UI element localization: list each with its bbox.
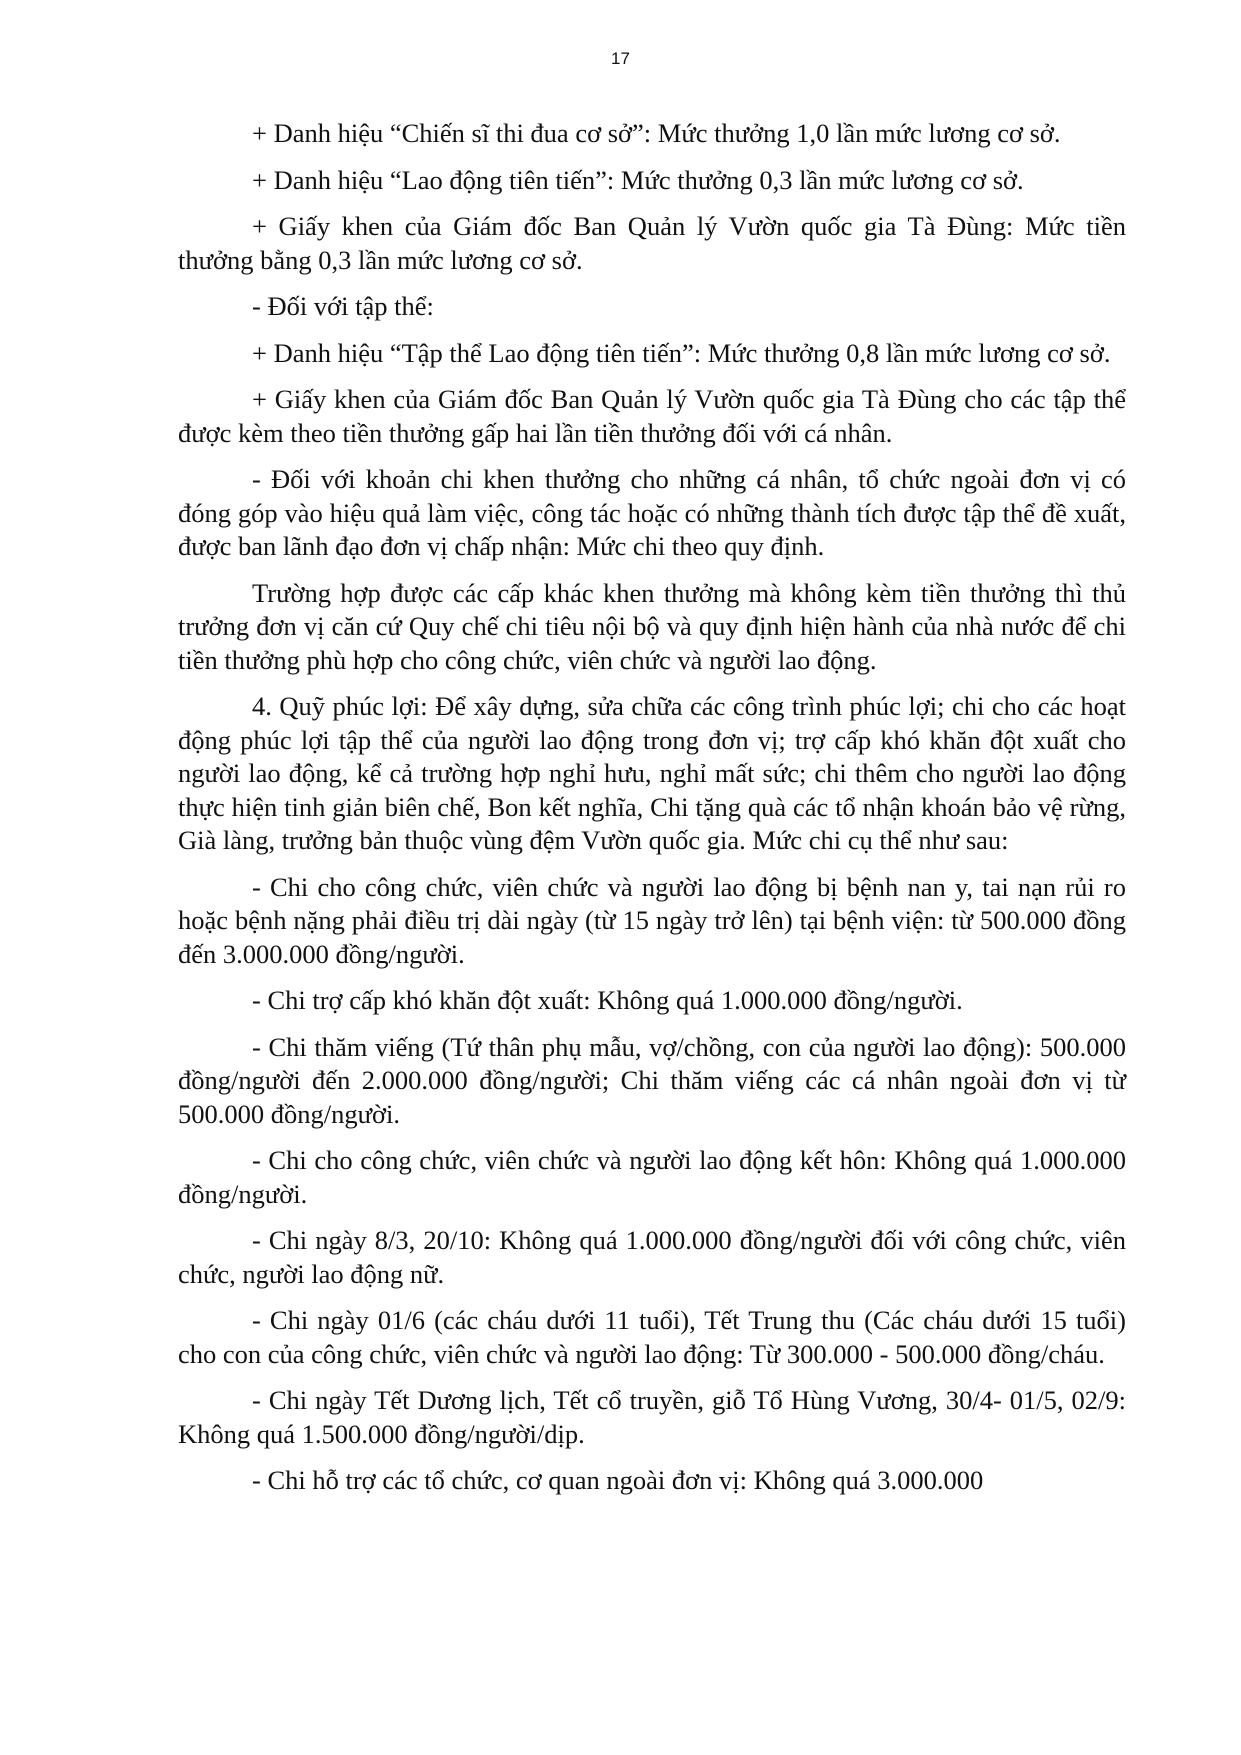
paragraph-external-organizations: - Chi hỗ trợ các tổ chức, cơ quan ngoài đơn vị: Không quá 3.000.000 [252,1465,984,1495]
page-number: 17 [611,49,630,68]
paragraph-no-money-reward-case: Trường hợp được các cấp khác khen thưởng mà không kèm tiền thưởng thì thủ trưởng đơn vị căn cứ Quy chế chi tiêu nội bộ và quy định hiện hành của nhà nước để chi tiền thưởng phù hợp cho công chức, viên chức và người lao động. [178,577,1126,675]
paragraph-collective-certificate-reward: + Giấy khen của Giám đốc Ban Quản lý Vườn quốc gia Tà Đùng cho các tập thể được kèm theo tiền thưởng gấp hai lần tiền thưởng đối với cá nhân. [178,384,1126,448]
paragraph-collective-title-reward: + Danh hiệu “Tập thể Lao động tiên tiến”: Mức thưởng 0,8 lần mức lương cơ sở. [252,337,1111,368]
paragraph-hardship-allowance: - Chi trợ cấp khó khăn đột xuất: Không quá 1.000.000 đồng/người. [252,985,963,1015]
paragraph-external-reward: - Đối với khoản chi khen thưởng cho những cá nhân, tổ chức ngoài đơn vị có đóng góp vào hiệu quả làm việc, công tác hoặc có những thành tích được tập thể đề xuất, được ban lãnh đạo đơn vị chấp nhận: Mức chi theo quy định. [178,464,1126,561]
paragraph-womens-day: - Chi ngày 8/3, 20/10: Không quá 1.000.000 đồng/người đối với công chức, viên chức, người lao động nữ. [178,1225,1126,1289]
paragraph-children-day: - Chi ngày 01/6 (các cháu dưới 11 tuổi), Tết Trung thu (Các cháu dưới 15 tuổi) cho con của công chức, viên chức và người lao động: Từ 300.000 - 500.000 đồng/cháu. [178,1305,1126,1369]
paragraph-holidays: - Chi ngày Tết Dương lịch, Tết cổ truyền, giỗ Tổ Hùng Vương, 30/4- 01/5, 02/9: Không quá 1.500.000 đồng/người/dịp. [178,1385,1126,1449]
paragraph-collective-heading: - Đối với tập thể: [252,291,434,321]
paragraph-marriage-gift: - Chi cho công chức, viên chức và người lao động kết hôn: Không quá 1.000.000 đồng/người. [178,1145,1126,1209]
document-body [178,117,1126,1511]
paragraph-illness-support: - Chi cho công chức, viên chức và người lao động bị bệnh nan y, tai nạn rủi ro hoặc bệnh nặng phải điều trị dài ngày (từ 15 ngày trở lên) tại bệnh viện: từ 500.000 đồng đến 3.000.000 đồng/người. [178,871,1126,969]
paragraph-director-certificate-reward: + Giấy khen của Giám đốc Ban Quản lý Vườn quốc gia Tà Đùng: Mức tiền thưởng bằng 0,3 lần mức lương cơ sở. [178,211,1126,275]
paragraph-welfare-fund: 4. Quỹ phúc lợi: Để xây dựng, sửa chữa các công trình phúc lợi; chi cho các hoạt động phúc lợi tập thể của người lao động trong đơn vị; trợ cấp khó khăn đột xuất cho người lao động, kể cả trường hợp nghỉ hưu, nghỉ mất sức; chi thêm cho người lao động thực hiện tinh giản biên chế, Bon kết nghĩa, Chi tặng quà các tổ nhận khoán bảo vệ rừng, Già làng, trưởng bản thuộc vùng đệm Vườn quốc gia. Mức chi cụ thể như sau: [178,691,1126,855]
paragraph-emulation-title-reward: + Danh hiệu “Chiến sĩ thi đua cơ sở”: Mức thưởng 1,0 lần mức lương cơ sở. [252,118,1061,148]
paragraph-advanced-worker-reward: + Danh hiệu “Lao động tiên tiến”: Mức thưởng 0,3 lần mức lương cơ sở. [252,164,1024,195]
paragraph-condolence-visits: - Chi thăm viếng (Tứ thân phụ mẫu, vợ/chồng, con của người lao động): 500.000 đồng/người đến 2.000.000 đồng/người; Chi thăm viếng các cá nhân ngoài đơn vị từ 500.000 đồng/người. [178,1031,1126,1129]
